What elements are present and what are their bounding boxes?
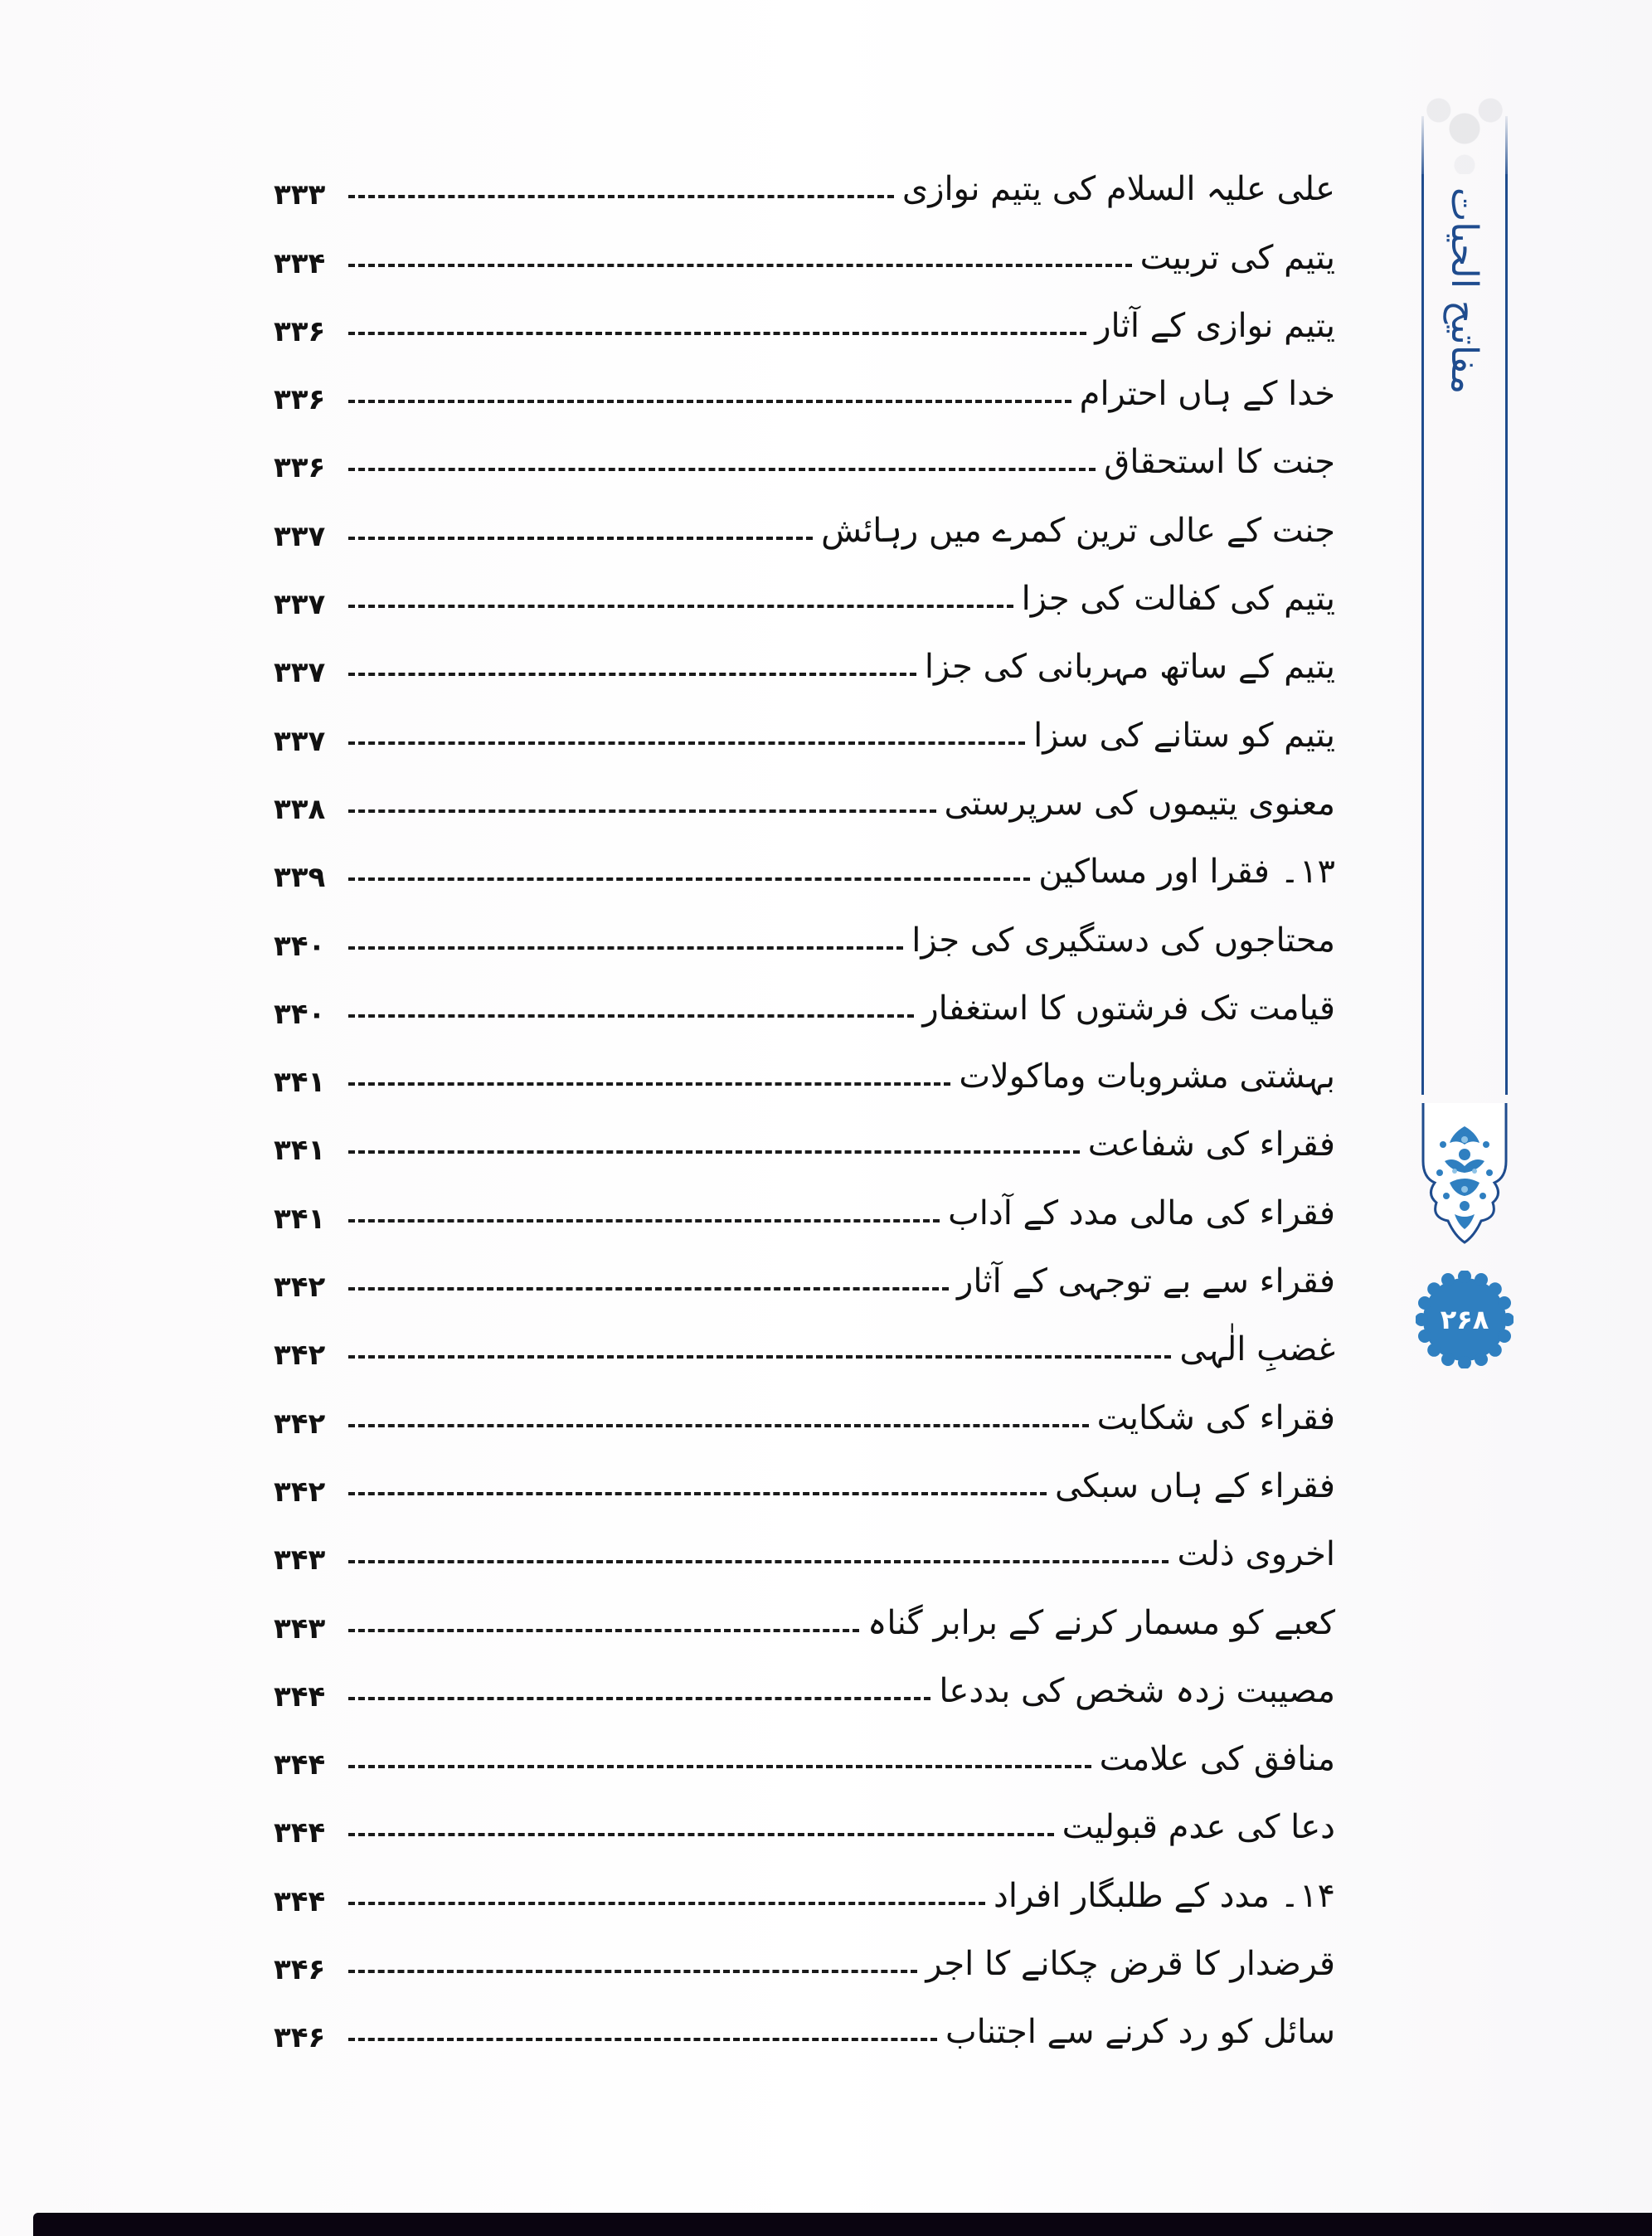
faded-floral-ornament-icon [1421,83,1508,174]
toc-entry-page: ۳۴۱ [274,1134,326,1168]
toc-entry-title: اخروی ذلت [1177,1535,1335,1574]
toc-entry[interactable] [274,418,1335,486]
toc-entry[interactable] [274,555,1335,623]
toc-entry[interactable] [274,145,1335,213]
frame-line-fade [1421,116,1424,182]
toc-entry[interactable] [274,1169,1335,1237]
toc-entry-page: ۳۴۳ [274,1543,326,1577]
toc-entry[interactable] [274,1033,1335,1101]
dotted-leader [348,1629,859,1632]
toc-entry[interactable] [274,828,1335,896]
frame-line-left [1421,174,1424,1095]
toc-entry[interactable] [274,1715,1335,1783]
toc-entry-page: ۳۴۴ [274,1679,326,1713]
toc-entry-page: ۳۳۷ [274,519,326,553]
toc-entry-title: یتیم کے ساتھ مہربانی کی جزا [924,648,1335,687]
toc-entry-title: جنت کے عالی ترین کمرے میں رہائش [821,511,1335,550]
dotted-leader [348,809,936,813]
toc-entry-page: ۳۴۲ [274,1271,326,1305]
dotted-leader [348,400,1071,403]
toc-entry-page: ۳۴۴ [274,1884,326,1918]
toc-entry-title: مصیبت زدہ شخص کی بددعا [939,1671,1335,1710]
toc-entry-page: ۳۳۴ [274,246,326,280]
toc-entry-title: محتاجوں کی دستگیری کی جزا [911,921,1335,960]
toc-entry-page: ۳۳۶ [274,314,326,348]
toc-entry[interactable] [274,896,1335,964]
dotted-leader [348,1219,940,1223]
scan-bottom-edge [33,2213,1652,2236]
page-number-badge [1416,1271,1514,1368]
dotted-leader [348,1560,1169,1563]
toc-entry-title: ۱۳۔ فقرا اور مساکین [1038,853,1335,892]
toc-entry-title: فقراء کے ہاں سبکی [1055,1466,1335,1505]
toc-entry-title: جنت کا استحقاق [1104,443,1335,482]
toc-entry[interactable] [274,282,1335,350]
toc-entry-page: ۳۴۲ [274,1339,326,1373]
toc-entry-page: ۳۴۳ [274,1611,326,1645]
toc-entry[interactable] [274,1510,1335,1578]
dotted-leader [348,1697,930,1700]
toc-entry[interactable] [274,1305,1335,1373]
dotted-leader [348,195,894,198]
toc-entry-page: ۳۴۶ [274,1953,326,1987]
toc-entry[interactable] [274,760,1335,828]
toc-entry[interactable] [274,1647,1335,1715]
dotted-leader [348,1765,1091,1768]
toc-entry-page: ۳۳۶ [274,451,326,485]
dotted-leader [348,468,1096,471]
toc-entry[interactable] [274,1988,1335,2056]
toc-entry[interactable] [274,623,1335,691]
dotted-leader [348,537,813,540]
toc-entry-page: ۳۴۰ [274,997,326,1031]
toc-entry-page: ۳۴۲ [274,1407,326,1441]
toc-entry-page: ۳۳۹ [274,861,326,895]
toc-entry-title: فقراء کی شکایت [1096,1398,1335,1437]
toc-entry-title: دعا کی عدم قبولیت [1062,1808,1335,1847]
table-of-contents [274,145,1335,2056]
toc-entry-title: یتیم کی تربیت [1139,238,1335,277]
toc-entry-title: غضبِ الٰہی [1179,1330,1335,1369]
toc-entry-page: ۳۳۷ [274,724,326,758]
book-title-text: مفاتیح الحیات [1443,187,1486,394]
toc-entry-title: منافق کی علامت [1099,1740,1335,1779]
page-number: ۲۶۸ [1440,1304,1489,1335]
toc-entry-page: ۳۴۴ [274,1748,326,1782]
toc-entry-title: قرضدار کا قرض چکانے کا اجر [926,1945,1335,1984]
dotted-leader [348,673,916,676]
toc-entry[interactable] [274,965,1335,1033]
toc-entry-title: یتیم کو ستانے کی سزا [1033,716,1335,755]
toc-entry-page: ۳۳۳ [274,178,326,212]
toc-entry[interactable] [274,1851,1335,1919]
sidebar-ornament [1421,83,1508,1252]
toc-entry-page: ۳۴۲ [274,1475,326,1509]
dotted-leader [348,1970,917,1973]
frame-line-right [1505,174,1508,1095]
toc-entry-page: ۳۴۶ [274,2021,326,2055]
toc-entry-title: قیامت تک فرشتوں کا استغفار [922,989,1335,1028]
toc-entry[interactable] [274,1578,1335,1646]
toc-entry-title: یتیم نوازی کے آثار [1095,306,1335,345]
toc-entry-page: ۳۴۱ [274,1066,326,1100]
toc-entry-page: ۳۳۷ [274,656,326,690]
dotted-leader [348,1014,914,1018]
toc-entry-title: معنوی یتیموں کی سرپرستی [944,784,1335,823]
toc-entry-title: ۱۴۔ مدد کے طلبگار افراد [994,1876,1335,1915]
toc-entry-title: سائل کو رد کرنے سے اجتناب [945,2013,1335,2052]
dotted-leader [348,264,1132,267]
arabesque-medallion-icon [1421,1103,1508,1244]
toc-entry-title: کعبے کو مسمار کرنے کے برابر گناہ [867,1603,1335,1642]
dotted-leader [348,1492,1047,1495]
toc-entry-title: فقراء سے بے توجہی کے آثار [957,1262,1335,1301]
dotted-leader [348,877,1030,881]
toc-entry-page: ۳۳۷ [274,588,326,622]
toc-entry[interactable] [274,1783,1335,1851]
book-title [1435,187,1494,394]
dotted-leader [348,2038,937,2041]
toc-entry-title: علی علیہ السلام کی یتیم نوازی [901,170,1335,209]
dotted-leader [348,1082,950,1086]
dotted-leader [348,1287,949,1291]
dotted-leader [348,1355,1171,1359]
toc-entry[interactable] [274,350,1335,418]
dotted-leader [348,1833,1054,1836]
toc-entry[interactable] [274,1442,1335,1510]
toc-entry-page: ۳۴۱ [274,1202,326,1236]
dotted-leader [348,1424,1089,1427]
toc-entry-title: یتیم کی کفالت کی جزا [1021,580,1335,619]
frame-line-fade [1505,116,1508,182]
toc-entry[interactable] [274,213,1335,281]
toc-entry[interactable] [274,1920,1335,1988]
toc-entry-title: خدا کے ہاں احترام [1079,375,1335,414]
toc-entry[interactable] [274,1101,1335,1169]
toc-entry[interactable] [274,486,1335,554]
toc-entry[interactable] [274,1237,1335,1305]
toc-entry-page: ۳۳۸ [274,792,326,826]
toc-entry-title: فقراء کی شفاعت [1087,1125,1335,1164]
toc-entry[interactable] [274,691,1335,759]
dotted-leader [348,1902,985,1905]
toc-entry-page: ۳۴۴ [274,1816,326,1850]
dotted-leader [348,741,1025,745]
dotted-leader [348,1150,1080,1154]
toc-entry-title: بہشتی مشروبات وماکولات [959,1057,1335,1096]
dotted-leader [348,332,1086,335]
toc-entry-page: ۳۴۰ [274,929,326,963]
dotted-leader [348,946,903,950]
toc-entry-page: ۳۳۶ [274,383,326,417]
toc-entry-title: فقراء کی مالی مدد کے آداب [948,1193,1335,1232]
toc-entry[interactable] [274,1373,1335,1441]
dotted-leader [348,605,1013,608]
